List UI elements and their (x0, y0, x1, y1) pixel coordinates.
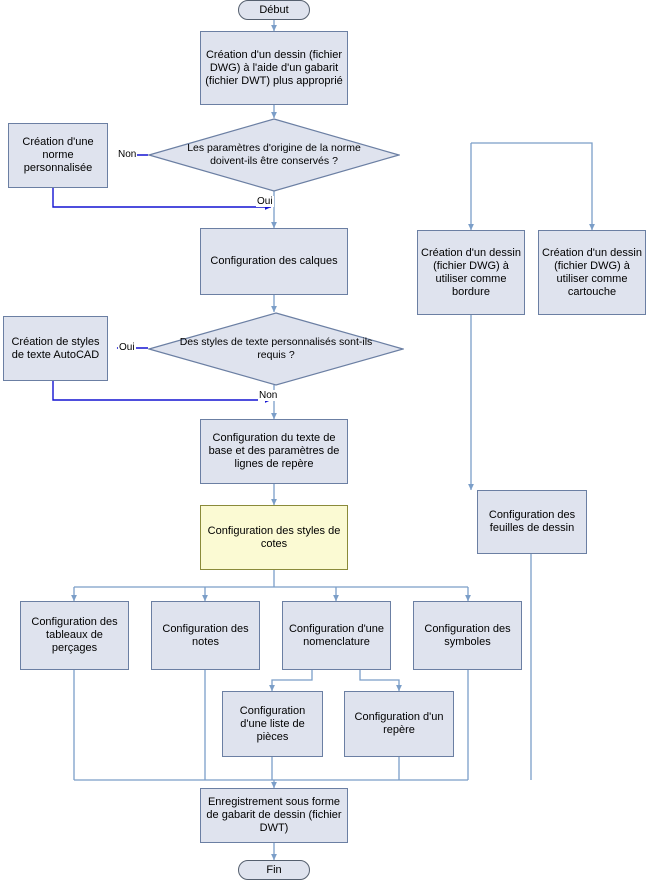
node-enregistrement-gabarit (200, 788, 348, 843)
node-label: Configuration d'une liste de pièces (239, 704, 306, 743)
node-start (238, 0, 310, 20)
node-repere (344, 691, 454, 757)
node-create-dwg (200, 31, 348, 105)
node-label: Création d'un dessin (fichier DWG) à utiliser comme bordure (421, 246, 521, 298)
edge-label-non-styles: Non (259, 390, 278, 401)
node-label: Configuration des styles de cotes (207, 524, 341, 550)
node-norme-personnalisee (8, 123, 108, 188)
node-label: Configuration d'une nomenclature (288, 622, 385, 648)
node-label: Configuration du texte de base et des paramètres de lignes de repère (208, 432, 340, 470)
node-bordure (417, 230, 525, 315)
node-texte-base (200, 419, 348, 484)
node-tableaux-percages (20, 601, 129, 670)
node-label: Configuration des tableaux de perçages (31, 616, 118, 654)
edge-label-oui-norme: Oui (257, 196, 273, 207)
node-decision-norme (148, 118, 400, 192)
node-notes (151, 601, 260, 670)
node-label: Début (259, 3, 289, 16)
node-label: Configuration des calques (210, 255, 338, 267)
node-label: Configuration des notes (162, 622, 249, 648)
node-label: Création d'un dessin (fichier DWG) à l'aide d'un gabarit (fichier DWT) plus approprié (205, 48, 343, 87)
node-label: Enregistrement sous forme de gabarit de dessin (fichier DWT) (206, 796, 342, 834)
node-label: Configuration d'un repère (354, 711, 444, 736)
node-styles-cotes (200, 505, 348, 570)
node-label: Des styles de texte personnalisés sont-ils requis ? (179, 336, 373, 361)
node-configuration-calques (200, 228, 348, 295)
node-label: Création d'un dessin (fichier DWG) à utiliser comme cartouche (542, 246, 642, 298)
node-label: Fin (266, 863, 282, 876)
node-end (238, 860, 310, 880)
node-cartouche (538, 230, 646, 315)
node-label: Configuration des feuilles de dessin (488, 509, 576, 534)
node-label: Création de styles de texte AutoCAD (11, 335, 100, 361)
node-label: Configuration des symboles (424, 622, 511, 648)
node-feuilles-dessin (477, 490, 587, 554)
node-label: Création d'une norme personnalisée (22, 136, 94, 174)
edge-label-non-norme: Non (118, 149, 137, 160)
node-nomenclature (282, 601, 391, 670)
node-styles-texte-autocad (3, 316, 108, 381)
node-liste-pieces (222, 691, 323, 757)
node-symboles (413, 601, 522, 670)
edge-label-oui-styles: Oui (119, 342, 135, 353)
node-decision-styles-texte (148, 312, 404, 386)
node-label: Les paramètres d'origine de la norme doivent-ils être conservés ? (187, 142, 361, 167)
